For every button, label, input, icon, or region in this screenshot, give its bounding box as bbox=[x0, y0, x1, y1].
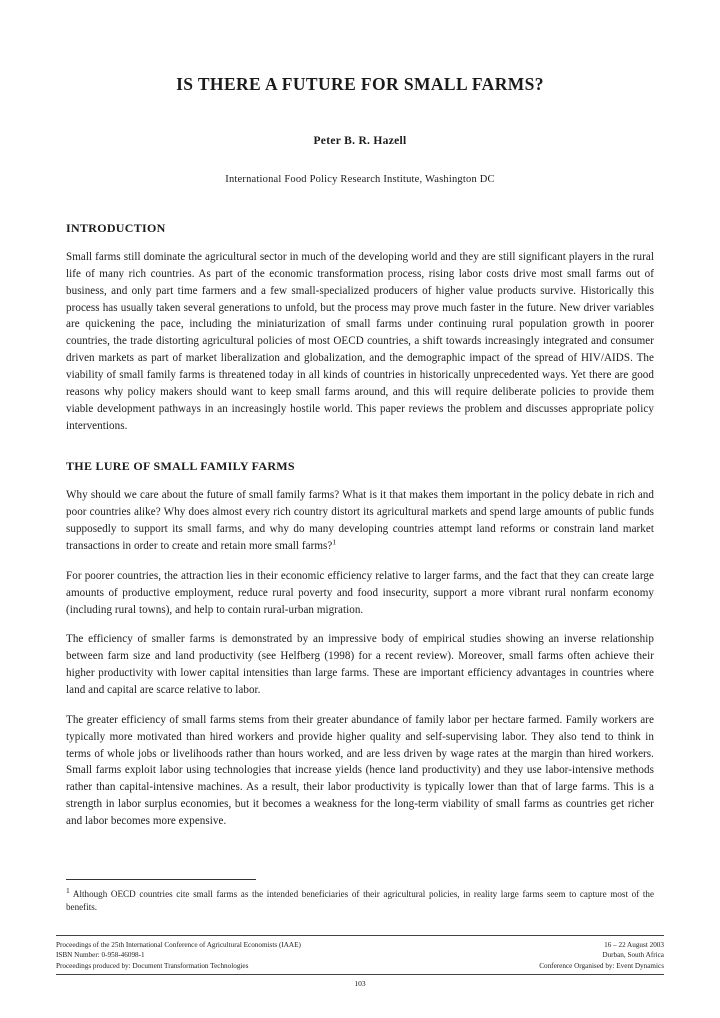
page-title: IS THERE A FUTURE FOR SMALL FARMS? bbox=[176, 74, 544, 94]
page-footer bbox=[56, 935, 664, 988]
paragraph-lure-1-text: Why should we care about the future of small family farms? What is it that makes them important in the policy debate in rich and poor countries alike? Why does almost every rich country distort its agricultural markets and spend large amounts of public funds supposedly to support its small farms, and why do many developing countries attempt land reforms or constrain land market transactions in order to create and retain more small farms? bbox=[66, 489, 654, 553]
paragraph-lure-4: The greater efficiency of small farms stems from their greater abundance of family labor per hectare farmed. Family workers are typically more motivated than hired workers and provide higher quality and self-supervising labor. They also tend to think in terms of whole jobs or livelihoods rather than hours worked, and are less driven by wage rates at the margin than hired workers. Small farms exploit labor using technologies that increase yields (hence land productivity) and they use labor-intensive methods rather than capital-intensive machines. As a result, their labor productivity is typically lower than that of large farms. This is a strength in labor surplus economies, but it becomes a weakness for the long-term viability of small farms as countries get richer and labor becomes more expensive. bbox=[66, 713, 654, 828]
footer-row-1 bbox=[56, 940, 664, 950]
footer-top-divider bbox=[56, 935, 664, 936]
author-affiliation: International Food Policy Research Institute, Washington DC bbox=[225, 174, 495, 185]
footer-bottom-divider bbox=[56, 974, 664, 975]
section-heading-lure-of-small-family-farms: THE LURE OF SMALL FAMILY FARMS bbox=[66, 459, 295, 474]
paragraph-lure-2: For poorer countries, the attraction lies in their economic efficiency relative to larger farms, and the fact that they can create large amounts of productive employment, reduce rural poverty and food insecurity, support a more vibrant rural nonfarm economy (including rural towns), and help to contain rural-urban migration. bbox=[66, 569, 654, 616]
footnote-divider bbox=[66, 879, 256, 880]
footnote-marker: 1 bbox=[66, 885, 70, 895]
footnote-body: Although OECD countries cite small farms as the intended beneficiaries of their agricultural policies, in reality large farms seem to capture most of the benefits. bbox=[66, 888, 654, 912]
paragraph-introduction-1: Small farms still dominate the agricultural sector in much of the developing world and they are still significant players in the rural life of many rich countries. As part of the economic transformation process, rising labor costs drive most small farms out of business, and only part time farmers and a few small-specialized producers of higher value products survive. Historically this process has usually taken several generations to unfold, but the process may prove much faster in the future. New driver variables are quickening the pace, including the miniaturization of small farms under continuing rural population growth in poorer countries, the trade distorting agricultural policies of most OECD countries, a shift towards increasingly integrated and consumer driven markets as part of market liberalization and globalization, and the demographic impact of the spread of HIV/AIDS. The viability of small family farms is threatened today in all kinds of countries in historically unprecedented ways. Yet there are good reasons why policy makers should want to keep small farms around, and this will require deliberate policies to provide them viable development pathways in an increasingly hostile world. This paper reviews the problem and discusses appropriate policy interventions. bbox=[66, 251, 654, 432]
footer-location: Durban, South Africa bbox=[602, 951, 664, 960]
paragraph-lure-1 bbox=[66, 487, 654, 554]
footer-row-3 bbox=[56, 961, 664, 971]
footer-row-2 bbox=[56, 950, 664, 960]
footer-organiser: Conference Organised by: Event Dynamics bbox=[539, 961, 664, 970]
author-name: Peter B. R. Hazell bbox=[313, 135, 407, 147]
footnote-block bbox=[66, 879, 654, 914]
footnote-reference[interactable]: 1 bbox=[332, 537, 337, 547]
footnote-text bbox=[66, 886, 654, 914]
footer-isbn: ISBN Number: 0-958-46098-1 bbox=[56, 951, 145, 960]
paragraph-lure-3: The efficiency of smaller farms is demonstrated by an impressive body of empirical studies showing an inverse relationship between farm size and land productivity (see Helfberg (1998) for a recent review). Moreover, small farms often achieve their higher productivity with lower capital intensities than large farms. These are important efficiency advantages in countries where land and capital are scarce relative to labor. bbox=[66, 633, 654, 697]
footer-proceedings-title: Proceedings of the 25th International Conference of Agricultural Economists (IAAE) bbox=[56, 940, 301, 949]
footer-dates: 16 – 22 August 2003 bbox=[604, 940, 664, 949]
footer-producer: Proceedings produced by: Document Transformation Technologies bbox=[56, 961, 249, 970]
page-number: 103 bbox=[354, 979, 366, 988]
section-heading-introduction: INTRODUCTION bbox=[66, 221, 166, 235]
